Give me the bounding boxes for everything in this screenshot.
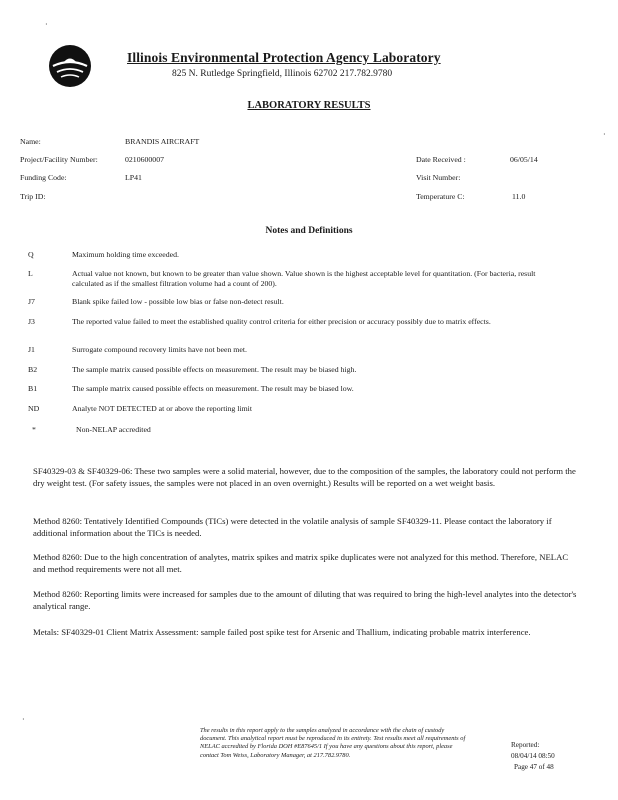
name-label: Name: xyxy=(20,137,41,146)
definition-text: Surrogate compound recovery limits have not been met. xyxy=(72,345,247,354)
definition-code: B1 xyxy=(28,384,38,393)
temperature-label: Temperature C: xyxy=(416,192,465,201)
trip-label: Trip ID: xyxy=(20,192,46,201)
comment-paragraph: SF40329-03 & SF40329-06: These two samples were a solid material, however, due to the composition of the samples, the laboratory could not perform the dry weight test. (For safety issues, the samples were not placed in an oven overnight.) Results will be reported on a wet weight basis. xyxy=(33,466,576,488)
lab-name: Illinois Environmental Protection Agency Laboratory xyxy=(127,50,441,65)
definition-code: Q xyxy=(28,250,34,259)
definition-code: B2 xyxy=(28,365,38,374)
page-number: Page 47 of 48 xyxy=(514,763,554,771)
definition-code: ND xyxy=(28,404,40,413)
comment-paragraph: Method 8260: Tentatively Identified Compounds (TICs) were detected in the volatile analysis of sample SF40329-11. Please contact the laboratory if additional information about the TICs is needed. xyxy=(33,516,552,538)
reported-label: Reported: xyxy=(511,741,540,749)
definition-code: * xyxy=(32,425,36,434)
lab-address: 825 N. Rutledge Springfield, Illinois 62702 217.782.9780 xyxy=(172,69,393,79)
date-received-value: 06/05/14 xyxy=(510,155,538,164)
definition-text: Actual value not known, but known to be greater than value shown. Value shown is the highest acceptable level for quantitation. (For bacteria, result calculated as if the smallest filtration volume had a count of 200). xyxy=(72,269,536,288)
report-title: LABORATORY RESULTS xyxy=(247,100,371,111)
funding-label: Funding Code: xyxy=(20,173,67,182)
definition-text: Blank spike failed low - possible low bias or false non-detect result. xyxy=(72,297,284,306)
definition-code: L xyxy=(28,269,33,278)
definition-text: Non-NELAP accredited xyxy=(76,425,151,434)
reported-value: 08/04/14 08:50 xyxy=(511,752,555,760)
project-value: 0210600007 xyxy=(125,155,164,164)
definition-code: J1 xyxy=(28,345,35,354)
definition-code: J7 xyxy=(28,297,35,306)
scan-mark: · xyxy=(45,20,48,29)
project-label: Project/Facility Number: xyxy=(20,155,98,164)
funding-value: LP41 xyxy=(125,173,142,182)
comment-paragraph: Method 8260: Due to the high concentration of analytes, matrix spikes and matrix spike duplicates were not analyzed for this method. Therefore, NELAC and method requirements were not all met. xyxy=(33,552,569,574)
disclaimer-text: The results in this report apply to the samples analyzed in accordance with the chain of custody document. This analytical report must be reproduced in its entirety. Test results meet all requirements of NELAC accredited by Florida DOH #E87645/1 If you have any questions about this report, please contact Tom Weiss, Laboratory Manager, at 217.782.9780. xyxy=(200,727,466,759)
comment-paragraph: Method 8260: Reporting limits were increased for samples due to the amount of diluting that was required to bring the high-level analytes into the detector's analytical range. xyxy=(33,589,577,611)
definition-text: Analyte NOT DETECTED at or above the reporting limit xyxy=(72,404,253,413)
scan-mark: · xyxy=(22,715,25,724)
definition-text: The sample matrix caused possible effects on measurement. The result may be biased low. xyxy=(72,384,354,393)
definition-text: The sample matrix caused possible effects on measurement. The result may be biased high. xyxy=(72,365,357,374)
notes-title: Notes and Definitions xyxy=(265,226,353,236)
date-received-label: Date Received : xyxy=(416,155,466,164)
temperature-value: 11.0 xyxy=(512,192,526,201)
name-value: BRANDIS AIRCRAFT xyxy=(125,137,200,146)
visit-label: Visit Number: xyxy=(416,173,461,182)
definition-text: The reported value failed to meet the established quality control criteria for either precision or accuracy possibly due to matrix effects. xyxy=(72,317,491,326)
scan-mark: · xyxy=(603,130,606,139)
comment-paragraph: Metals: SF40329-01 Client Matrix Assessment: sample failed post spike test for Arsenic and Thallium, indicating probable matrix interference. xyxy=(33,627,531,637)
definition-text: Maximum holding time exceeded. xyxy=(72,250,179,259)
definition-code: J3 xyxy=(28,317,35,326)
iepa-logo xyxy=(48,44,92,88)
